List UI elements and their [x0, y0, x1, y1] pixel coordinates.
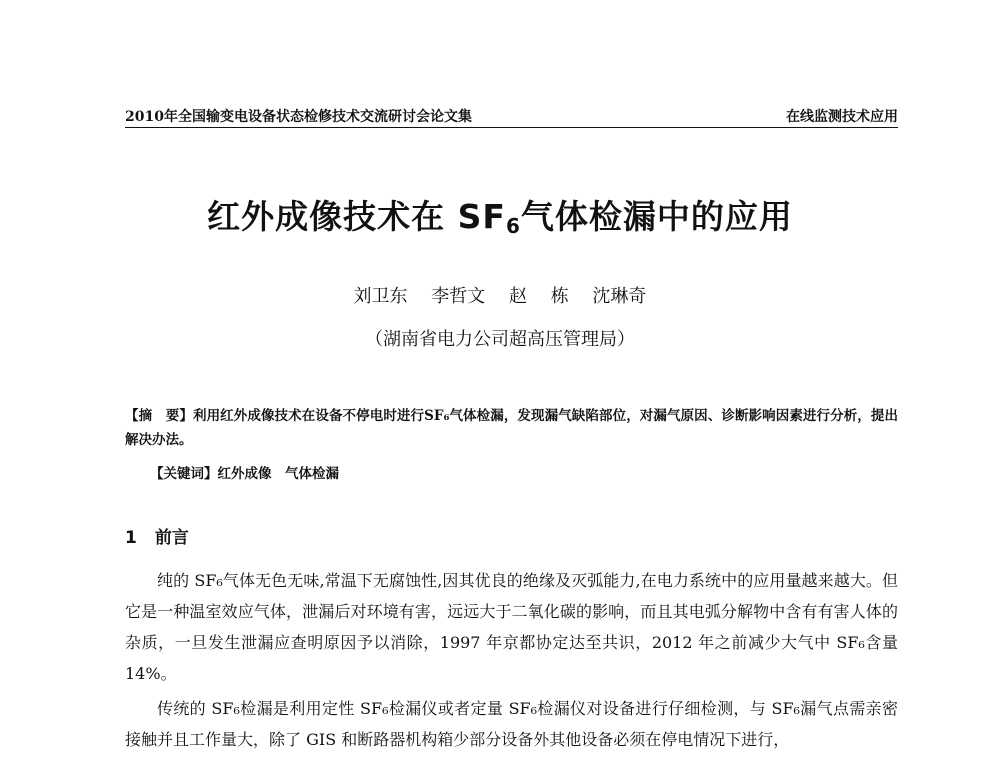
section-title: 前言 — [154, 528, 189, 548]
body-paragraph: 传统的 SF₆检漏是利用定性 SF₆检漏仪或者定量 SF₆检漏仪对设备进行仔细检测，与 SF₆漏气点需亲密接触并且工作量大，除了 GIS 和断路器机构箱少部分设备外其他设备必须在停电情况下进行， — [125, 699, 898, 749]
abstract-text: 利用红外成像技术在设备不停电时进行SF₆气体检漏，发现漏气缺陷部位，对漏气原因、诊断影响因素进行分析，提出解决办法。 — [125, 408, 899, 448]
body-paragraph: 纯的 SF₆气体无色无味,常温下无腐蚀性,因其优良的绝缘及灭弧能力,在电力系统中的应用量越来越大。但它是一种温室效应气体，泄漏后对环境有害，远远大于二氧化碳的影响，而且其电弧分解物中含有有害人体的杂质，一旦发生泄漏应查明原因予以消除，1997 年京都协定达至共识，2012 年之前减少大气中 SF₆含量 14%。 — [125, 571, 898, 683]
running-header-right: 在线监测技术应用 — [786, 109, 898, 125]
abstract-label: 【摘 要】 — [125, 408, 193, 424]
running-header-left: 2010年全国输变电设备状态检修技术交流研讨会论文集 — [125, 109, 472, 125]
section-heading — [125, 523, 898, 548]
keywords — [150, 462, 923, 482]
abstract — [125, 404, 898, 452]
section-number: 1 — [125, 528, 137, 548]
affiliation: （湖南省电力公司超高压管理局） — [365, 329, 635, 350]
header-rule — [125, 127, 898, 128]
authors: 刘卫东 李哲文 赵 栋 沈琳奇 — [353, 286, 647, 307]
paper-title-post: 气体检漏中的应用 — [520, 197, 793, 236]
paper-title-pre: 红外成像技术在 SF — [207, 197, 506, 236]
paper-title — [0, 191, 1000, 238]
keywords-text: 红外成像 气体检漏 — [217, 466, 339, 482]
keywords-label: 【关键词】 — [150, 466, 218, 482]
paper-title-subscript: 6 — [505, 214, 521, 238]
